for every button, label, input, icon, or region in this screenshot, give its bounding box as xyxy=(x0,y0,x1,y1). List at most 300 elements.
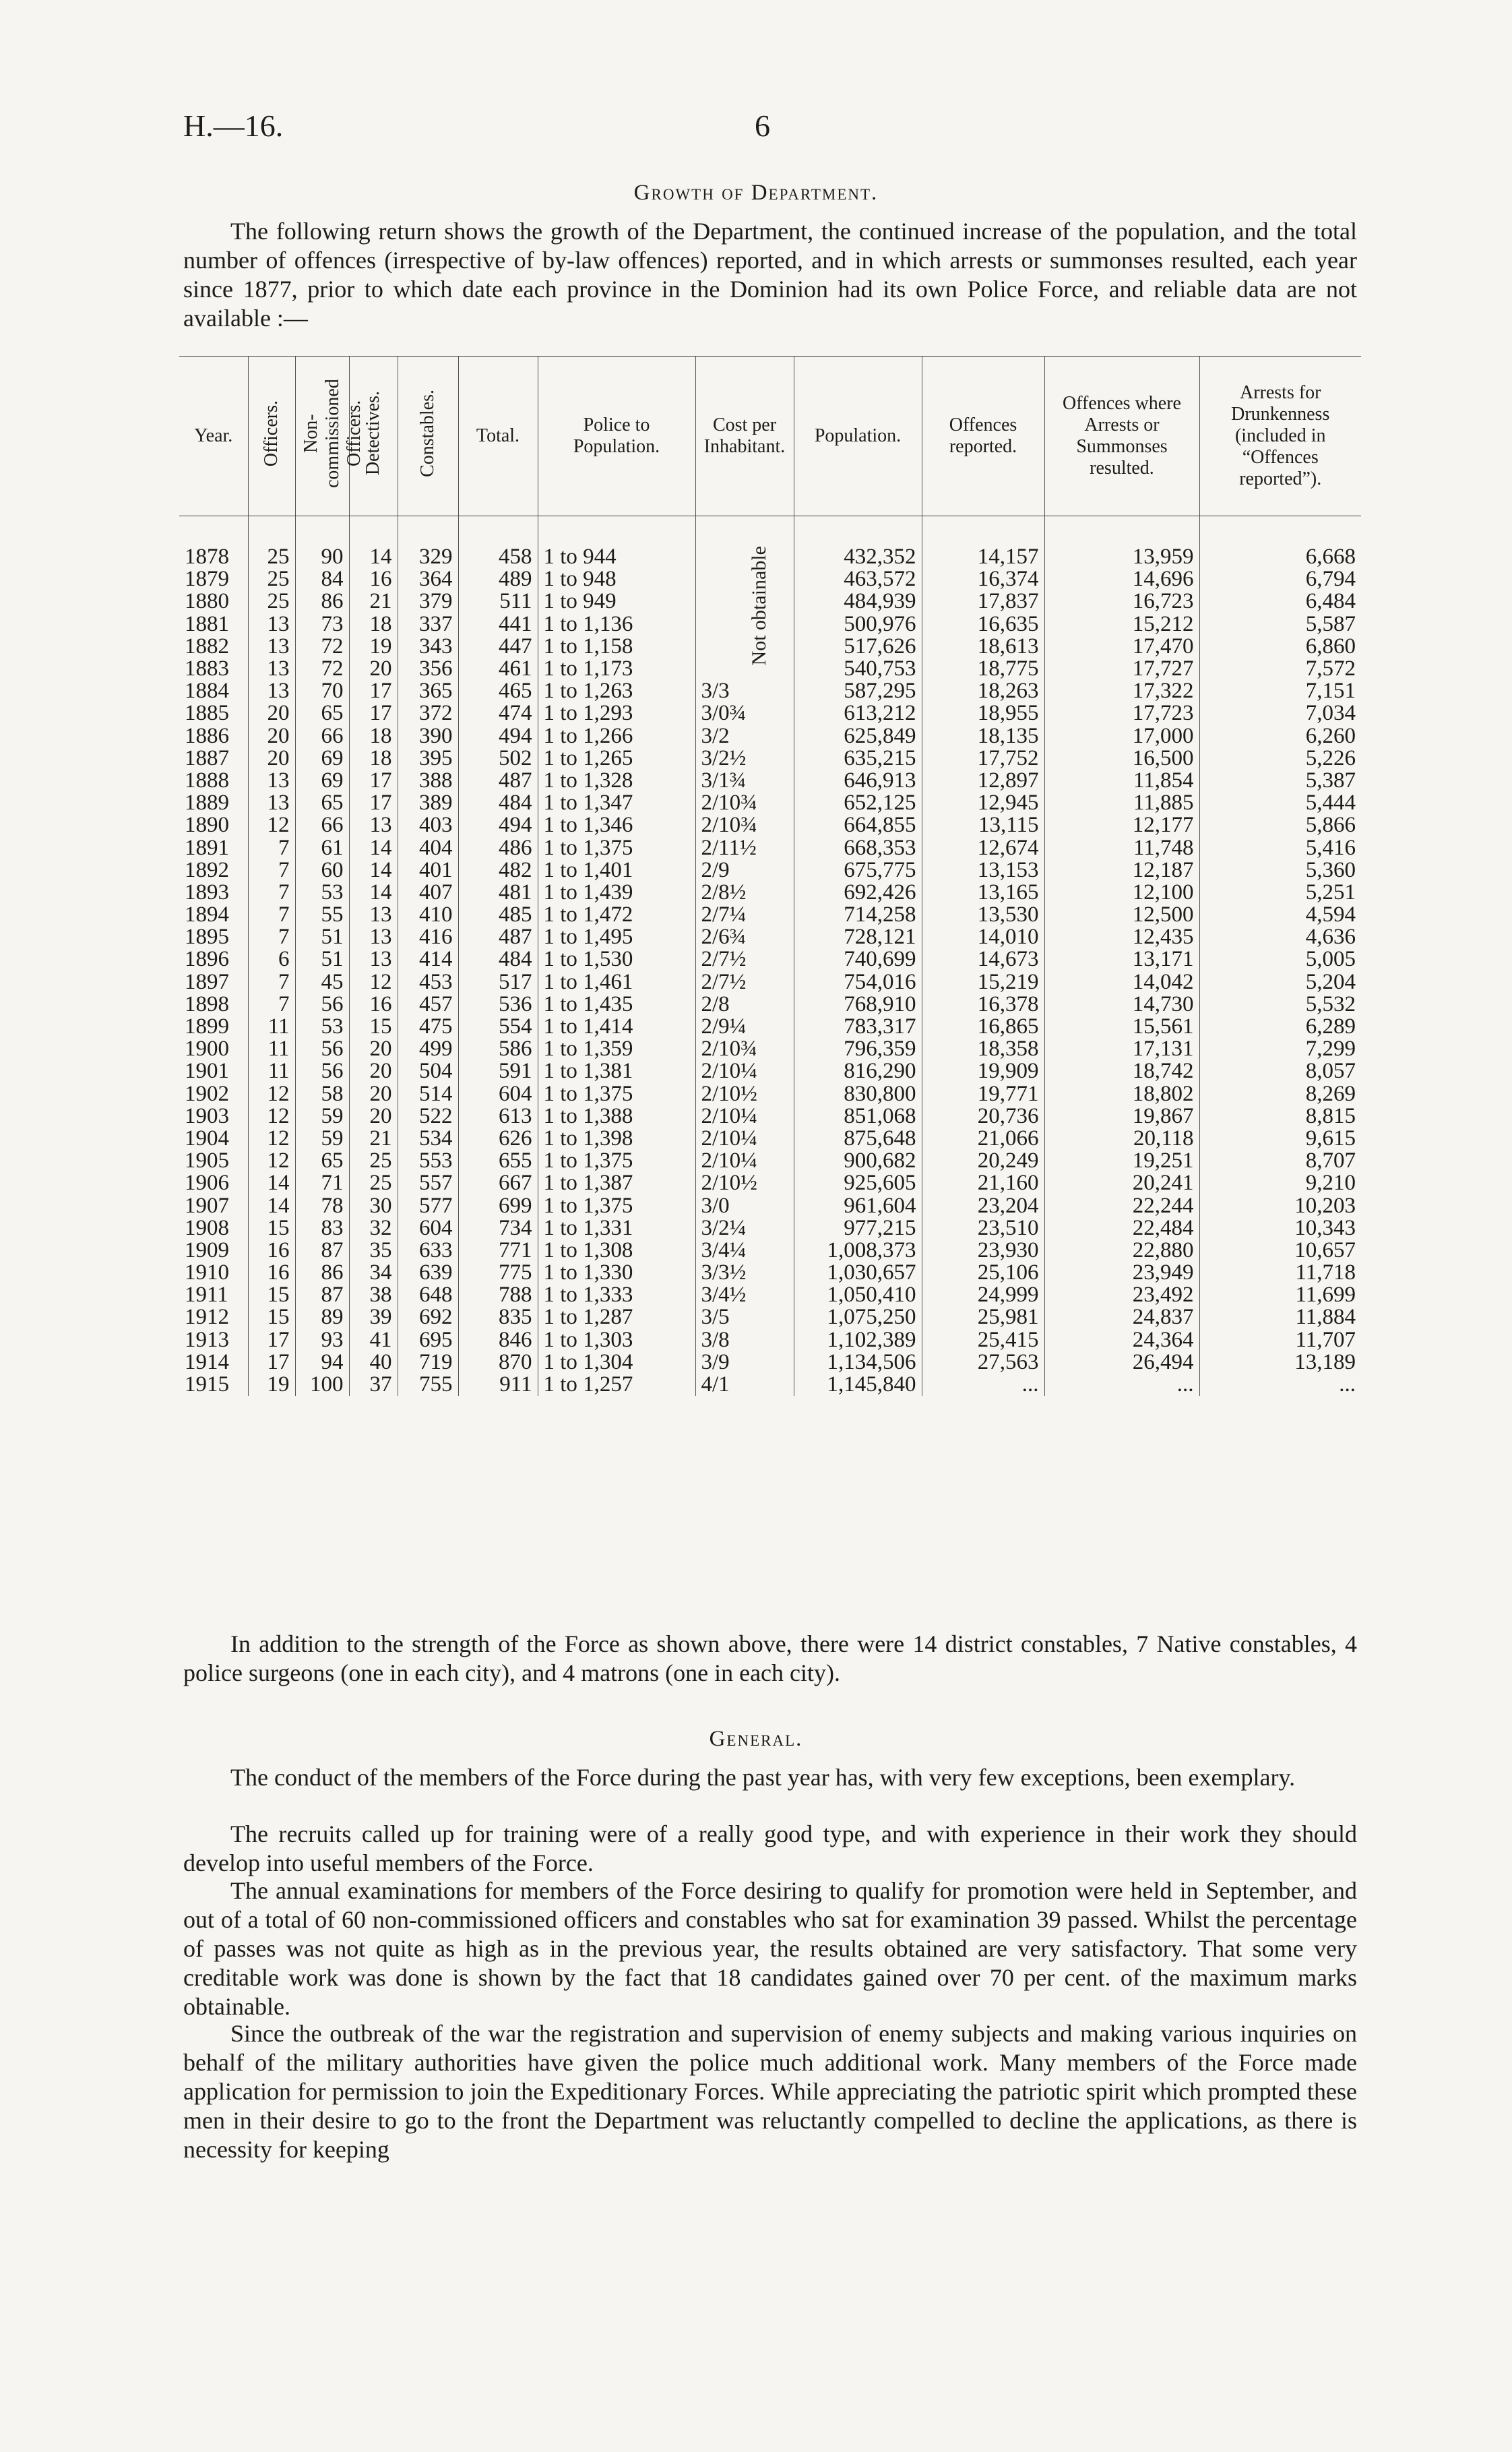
cell-population: 925,605 xyxy=(794,1172,922,1194)
section-title-growth: Growth of Department. xyxy=(633,181,879,205)
cell-nco: 86 xyxy=(295,590,349,613)
cell-drunkenness: 8,057 xyxy=(1199,1060,1361,1082)
cell-police-ratio: 1 to 1,375 xyxy=(538,836,695,859)
cell-nco: 100 xyxy=(295,1374,349,1396)
cell-police-ratio: 1 to 1,388 xyxy=(538,1105,695,1128)
table-row xyxy=(179,1284,1361,1306)
col-officers: Officers. xyxy=(248,357,295,516)
cell-year: 1905 xyxy=(185,1148,229,1173)
cell-officers: 7 xyxy=(248,836,295,859)
cell-year: 1912 xyxy=(185,1305,229,1330)
cell-cost: 2/10¼ xyxy=(695,1150,794,1172)
cell-constables: 453 xyxy=(398,971,458,993)
cell-offences: 14,673 xyxy=(922,948,1044,971)
cell-officers: 13 xyxy=(248,636,295,658)
growth-table xyxy=(179,356,1361,1396)
cell-officers: 11 xyxy=(248,1060,295,1082)
cell-year: 1900 xyxy=(185,1037,229,1062)
cell-total: 734 xyxy=(458,1217,538,1239)
cell-offences: 18,135 xyxy=(922,725,1044,747)
cell-police-ratio: 1 to 1,375 xyxy=(538,1150,695,1172)
cell-arrests: 20,241 xyxy=(1044,1172,1199,1194)
cell-officers: 25 xyxy=(248,516,295,569)
cell-police-ratio: 1 to 1,359 xyxy=(538,1038,695,1060)
cell-police-ratio: 1 to 1,387 xyxy=(538,1172,695,1194)
cell-year: 1882 xyxy=(185,634,229,658)
cell-arrests: 22,484 xyxy=(1044,1217,1199,1239)
cell-population: 754,016 xyxy=(794,971,922,993)
cell-detectives: 21 xyxy=(349,1128,398,1150)
cell-year: 1888 xyxy=(185,768,229,793)
cell-population: 613,212 xyxy=(794,702,922,725)
cell-offences: 27,563 xyxy=(922,1351,1044,1374)
cell-drunkenness: 8,815 xyxy=(1199,1105,1361,1128)
cell-detectives: 34 xyxy=(349,1262,398,1284)
cell-police-ratio: 1 to 1,461 xyxy=(538,971,695,993)
cell-drunkenness: 5,587 xyxy=(1199,613,1361,636)
cell-offences: 19,909 xyxy=(922,1060,1044,1082)
cell-population: 664,855 xyxy=(794,814,922,836)
intro-text: The following return shows the growth of the Department, the continued increase of the population, and the total number of offences (irrespective of by-law offences) reported, and in which arrests or summonses resulted, each year since 1877, prior to which date each province in the Dominion had its own Police Force, and reliable data are not available :— xyxy=(183,218,1357,332)
cell-arrests: ... xyxy=(1044,1374,1199,1396)
cell-detectives: 18 xyxy=(349,747,398,770)
cell-arrests: 15,561 xyxy=(1044,1016,1199,1038)
cell-police-ratio: 1 to 1,347 xyxy=(538,792,695,814)
table-row xyxy=(179,904,1361,926)
cell-constables: 719 xyxy=(398,1351,458,1374)
cell-drunkenness: 5,226 xyxy=(1199,747,1361,770)
cell-drunkenness: 8,707 xyxy=(1199,1150,1361,1172)
cell-year: 1898 xyxy=(185,991,229,1016)
cell-nco: 90 xyxy=(295,516,349,569)
col-year: Year. xyxy=(179,357,248,516)
cell-drunkenness: 13,189 xyxy=(1199,1351,1361,1374)
cell-detectives: 20 xyxy=(349,1060,398,1082)
cell-police-ratio: 1 to 1,266 xyxy=(538,725,695,747)
cell-nco: 69 xyxy=(295,770,349,792)
cell-population: 675,775 xyxy=(794,859,922,882)
cell-detectives: 15 xyxy=(349,1016,398,1038)
cell-arrests: 20,118 xyxy=(1044,1128,1199,1150)
cell-cost: 2/7¼ xyxy=(695,904,794,926)
cell-detectives: 20 xyxy=(349,1105,398,1128)
cell-arrests: 12,187 xyxy=(1044,859,1199,882)
cell-year: 1913 xyxy=(185,1327,229,1352)
cell-year: 1904 xyxy=(185,1126,229,1151)
cell-cost: 2/6¾ xyxy=(695,926,794,948)
table-row xyxy=(179,792,1361,814)
cell-nco: 56 xyxy=(295,1060,349,1082)
col-cost-per-inhabitant: Cost per Inhabitant. xyxy=(695,357,794,516)
cell-constables: 695 xyxy=(398,1329,458,1351)
cell-officers: 12 xyxy=(248,1083,295,1105)
cell-total: 554 xyxy=(458,1016,538,1038)
cell-constables: 389 xyxy=(398,792,458,814)
cell-drunkenness: 7,299 xyxy=(1199,1038,1361,1060)
cell-year: 1903 xyxy=(185,1103,229,1128)
cell-nco: 60 xyxy=(295,859,349,882)
cell-detectives: 13 xyxy=(349,814,398,836)
table-row xyxy=(179,1150,1361,1172)
cell-constables: 457 xyxy=(398,993,458,1016)
cell-cost: 2/8 xyxy=(695,993,794,1016)
table-row xyxy=(179,770,1361,792)
cell-police-ratio: 1 to 949 xyxy=(538,590,695,613)
cell-officers: 13 xyxy=(248,613,295,636)
cell-population: 1,145,840 xyxy=(794,1374,922,1396)
cell-population: 1,050,410 xyxy=(794,1284,922,1306)
cell-arrests: 17,723 xyxy=(1044,702,1199,725)
cell-police-ratio: 1 to 1,495 xyxy=(538,926,695,948)
cell-officers: 7 xyxy=(248,882,295,904)
table-row xyxy=(179,1262,1361,1284)
cell-drunkenness: 6,860 xyxy=(1199,636,1361,658)
cell-population: 783,317 xyxy=(794,1016,922,1038)
cell-offences: 23,510 xyxy=(922,1217,1044,1239)
cell-nco: 59 xyxy=(295,1105,349,1128)
cell-cost: 2/10¾ xyxy=(695,1038,794,1060)
cell-drunkenness: 10,657 xyxy=(1199,1239,1361,1262)
cell-arrests: 15,212 xyxy=(1044,613,1199,636)
col-total: Total. xyxy=(458,357,538,516)
cell-arrests: 14,696 xyxy=(1044,568,1199,590)
cell-constables: 395 xyxy=(398,747,458,770)
addition-text: In addition to the strength of the Force as shown above, there were 14 district constables, 7 Native constables, 4 police surgeons (one in each city), and 4 matrons (one in each city). xyxy=(183,1630,1357,1686)
cell-drunkenness: 5,387 xyxy=(1199,770,1361,792)
cell-nco: 72 xyxy=(295,636,349,658)
cell-total: 465 xyxy=(458,680,538,702)
cell-detectives: 35 xyxy=(349,1239,398,1262)
cell-drunkenness: 5,444 xyxy=(1199,792,1361,814)
cell-detectives: 14 xyxy=(349,516,398,569)
cell-police-ratio: 1 to 1,375 xyxy=(538,1194,695,1217)
cell-total: 613 xyxy=(458,1105,538,1128)
col-drunkenness: Arrests for Drunkenness (included in “Offences reported”). xyxy=(1199,357,1361,516)
cell-population: 768,910 xyxy=(794,993,922,1016)
cell-nco: 51 xyxy=(295,948,349,971)
table-row xyxy=(179,702,1361,725)
cell-cost: 2/10¼ xyxy=(695,1105,794,1128)
section-title-general: General. xyxy=(709,1727,803,1751)
table-row xyxy=(179,926,1361,948)
cell-police-ratio: 1 to 1,398 xyxy=(538,1128,695,1150)
cell-constables: 692 xyxy=(398,1306,458,1328)
cell-arrests: 11,748 xyxy=(1044,836,1199,859)
cell-officers: 17 xyxy=(248,1351,295,1374)
table-row xyxy=(179,1038,1361,1060)
cell-officers: 12 xyxy=(248,814,295,836)
cell-total: 487 xyxy=(458,770,538,792)
cell-officers: 12 xyxy=(248,1150,295,1172)
cell-total: 835 xyxy=(458,1306,538,1328)
table-row xyxy=(179,1083,1361,1105)
cell-population: 652,125 xyxy=(794,792,922,814)
cell-officers: 16 xyxy=(248,1262,295,1284)
cell-cost: 3/2 xyxy=(695,725,794,747)
cell-year: 1883 xyxy=(185,656,229,681)
cell-offences: 20,736 xyxy=(922,1105,1044,1128)
cell-drunkenness: ... xyxy=(1199,1374,1361,1396)
cell-constables: 337 xyxy=(398,613,458,636)
table-row xyxy=(179,1239,1361,1262)
cell-officers: 15 xyxy=(248,1284,295,1306)
cell-constables: 648 xyxy=(398,1284,458,1306)
cell-total: 511 xyxy=(458,590,538,613)
cell-year: 1915 xyxy=(185,1372,229,1397)
cell-drunkenness: 7,572 xyxy=(1199,658,1361,680)
cell-total: 586 xyxy=(458,1038,538,1060)
cell-offences: 14,157 xyxy=(922,516,1044,569)
general-text-4: Since the outbreak of the war the registration and supervision of enemy subjects and making various inquiries on behalf of the military authorities have given the police much additional work. Many members of the Force made application for permission to join the Expeditionary Forces. While appreciating the patriotic spirit which prompted these men in their desire to go to the front the Department was reluctantly compelled to decline the applications, as there is necessity for keeping xyxy=(183,2020,1357,2163)
cell-nco: 70 xyxy=(295,680,349,702)
cell-offences: 16,374 xyxy=(922,568,1044,590)
cell-drunkenness: 9,615 xyxy=(1199,1128,1361,1150)
cell-police-ratio: 1 to 1,375 xyxy=(538,1083,695,1105)
cell-total: 655 xyxy=(458,1150,538,1172)
cell-cost: 2/10½ xyxy=(695,1172,794,1194)
intro-paragraph xyxy=(183,217,1357,333)
cell-population: 463,572 xyxy=(794,568,922,590)
cell-police-ratio: 1 to 1,136 xyxy=(538,613,695,636)
cell-officers: 14 xyxy=(248,1194,295,1217)
cell-nco: 65 xyxy=(295,1150,349,1172)
cell-drunkenness: 5,532 xyxy=(1199,993,1361,1016)
cell-nco: 56 xyxy=(295,993,349,1016)
cell-year: 1887 xyxy=(185,745,229,770)
cell-cost: 2/11½ xyxy=(695,836,794,859)
not-obtainable-text: Not obtainable xyxy=(748,546,770,666)
cell-nco: 69 xyxy=(295,747,349,770)
cell-officers: 7 xyxy=(248,971,295,993)
table-row xyxy=(179,814,1361,836)
cell-constables: 414 xyxy=(398,948,458,971)
cell-constables: 379 xyxy=(398,590,458,613)
cell-total: 458 xyxy=(458,516,538,569)
cell-cost: 3/0¾ xyxy=(695,702,794,725)
cell-officers: 12 xyxy=(248,1105,295,1128)
cell-detectives: 38 xyxy=(349,1284,398,1306)
cell-nco: 53 xyxy=(295,1016,349,1038)
cell-nco: 65 xyxy=(295,792,349,814)
cell-police-ratio: 1 to 1,328 xyxy=(538,770,695,792)
cell-offences: 12,674 xyxy=(922,836,1044,859)
cell-officers: 6 xyxy=(248,948,295,971)
cell-arrests: 12,435 xyxy=(1044,926,1199,948)
cell-population: 625,849 xyxy=(794,725,922,747)
cell-constables: 553 xyxy=(398,1150,458,1172)
cell-offences: 23,930 xyxy=(922,1239,1044,1262)
cell-year: 1899 xyxy=(185,1014,229,1039)
cell-officers: 25 xyxy=(248,568,295,590)
cell-detectives: 20 xyxy=(349,1083,398,1105)
cell-offences: ... xyxy=(922,1374,1044,1396)
cell-offences: 17,837 xyxy=(922,590,1044,613)
cell-officers: 15 xyxy=(248,1306,295,1328)
cell-police-ratio: 1 to 1,330 xyxy=(538,1262,695,1284)
cell-cost: 2/10¼ xyxy=(695,1060,794,1082)
cell-police-ratio: 1 to 1,173 xyxy=(538,658,695,680)
cell-total: 699 xyxy=(458,1194,538,1217)
page-reference: H.—16. xyxy=(183,109,284,143)
cell-year: 1907 xyxy=(185,1193,229,1218)
cell-population: 1,134,506 xyxy=(794,1351,922,1374)
cell-year: 1892 xyxy=(185,857,229,882)
cell-total: 474 xyxy=(458,702,538,725)
cell-detectives: 37 xyxy=(349,1374,398,1396)
cell-drunkenness: 4,636 xyxy=(1199,926,1361,948)
cell-nco: 55 xyxy=(295,904,349,926)
cell-population: 587,295 xyxy=(794,680,922,702)
cell-total: 494 xyxy=(458,814,538,836)
cell-detectives: 16 xyxy=(349,568,398,590)
general-paragraph-1 xyxy=(183,1763,1357,1792)
cell-offences: 12,897 xyxy=(922,770,1044,792)
cell-nco: 78 xyxy=(295,1194,349,1217)
cell-offences: 13,115 xyxy=(922,814,1044,836)
cell-arrests: 17,727 xyxy=(1044,658,1199,680)
cell-officers: 19 xyxy=(248,1374,295,1396)
cell-offences: 25,106 xyxy=(922,1262,1044,1284)
cell-constables: 329 xyxy=(398,516,458,569)
cell-nco: 45 xyxy=(295,971,349,993)
cell-drunkenness: 6,794 xyxy=(1199,568,1361,590)
cell-officers: 20 xyxy=(248,702,295,725)
cell-total: 489 xyxy=(458,568,538,590)
cell-offences: 18,775 xyxy=(922,658,1044,680)
cell-constables: 404 xyxy=(398,836,458,859)
cell-cost: 3/5 xyxy=(695,1306,794,1328)
cell-detectives: 19 xyxy=(349,636,398,658)
cell-nco: 58 xyxy=(295,1083,349,1105)
cell-detectives: 13 xyxy=(349,948,398,971)
general-paragraph-3 xyxy=(183,1876,1357,2021)
col-offences-reported: Offences reported. xyxy=(922,357,1044,516)
table-row xyxy=(179,725,1361,747)
cell-officers: 14 xyxy=(248,1172,295,1194)
cell-arrests: 19,251 xyxy=(1044,1150,1199,1172)
cell-officers: 7 xyxy=(248,926,295,948)
cell-arrests: 17,131 xyxy=(1044,1038,1199,1060)
cell-officers: 25 xyxy=(248,590,295,613)
cell-year: 1885 xyxy=(185,701,229,726)
cell-total: 484 xyxy=(458,948,538,971)
cell-year: 1911 xyxy=(185,1283,228,1308)
cell-arrests: 17,000 xyxy=(1044,725,1199,747)
cell-drunkenness: 10,203 xyxy=(1199,1194,1361,1217)
cell-constables: 407 xyxy=(398,882,458,904)
cell-detectives: 17 xyxy=(349,792,398,814)
cell-drunkenness: 6,260 xyxy=(1199,725,1361,747)
cell-officers: 11 xyxy=(248,1038,295,1060)
cell-police-ratio: 1 to 1,414 xyxy=(538,1016,695,1038)
cell-arrests: 17,322 xyxy=(1044,680,1199,702)
cell-year: 1879 xyxy=(185,567,229,592)
cell-year: 1878 xyxy=(185,545,229,570)
cell-total: 484 xyxy=(458,792,538,814)
cell-constables: 475 xyxy=(398,1016,458,1038)
cell-police-ratio: 1 to 1,293 xyxy=(538,702,695,725)
general-text-1: The conduct of the members of the Force during the past year has, with very few exceptions, been exemplary. xyxy=(230,1764,1296,1791)
cell-constables: 372 xyxy=(398,702,458,725)
cell-detectives: 17 xyxy=(349,770,398,792)
cell-total: 502 xyxy=(458,747,538,770)
cell-police-ratio: 1 to 948 xyxy=(538,568,695,590)
cell-offences: 23,204 xyxy=(922,1194,1044,1217)
cell-nco: 73 xyxy=(295,613,349,636)
cell-year: 1914 xyxy=(185,1349,229,1374)
cell-total: 441 xyxy=(458,613,538,636)
cell-police-ratio: 1 to 1,263 xyxy=(538,680,695,702)
cell-detectives: 18 xyxy=(349,725,398,747)
cell-population: 816,290 xyxy=(794,1060,922,1082)
cell-police-ratio: 1 to 1,331 xyxy=(538,1217,695,1239)
cell-drunkenness: 6,484 xyxy=(1199,590,1361,613)
general-text-3: The annual examinations for members of the Force desiring to qualify for promotion were held in September, and out of a total of 60 non-commissioned officers and constables who sat for examination 39 passed. Whilst the percentage of passes was not quite as high as in the previous year, the results obtained are very satisfactory. That some very creditable work was done is shown by the fact that 18 candidates gained over 70 per cent. of the maximum marks obtainable. xyxy=(183,1877,1357,2020)
cell-nco: 72 xyxy=(295,658,349,680)
cell-total: 482 xyxy=(458,859,538,882)
cell-total: 447 xyxy=(458,636,538,658)
cell-offences: 16,378 xyxy=(922,993,1044,1016)
cell-drunkenness: 5,005 xyxy=(1199,948,1361,971)
table-header-row xyxy=(179,357,1361,516)
cell-detectives: 13 xyxy=(349,926,398,948)
cell-cost: 3/0 xyxy=(695,1194,794,1217)
cell-drunkenness: 7,034 xyxy=(1199,702,1361,725)
cell-detectives: 17 xyxy=(349,702,398,725)
cell-cost: 3/3½ xyxy=(695,1262,794,1284)
cell-year: 1906 xyxy=(185,1171,229,1196)
cell-police-ratio: 1 to 1,530 xyxy=(538,948,695,971)
cell-cost: 3/2¼ xyxy=(695,1217,794,1239)
cell-arrests: 23,949 xyxy=(1044,1262,1199,1284)
cell-officers: 12 xyxy=(248,1128,295,1150)
cell-arrests: 18,802 xyxy=(1044,1083,1199,1105)
cell-drunkenness: 5,416 xyxy=(1199,836,1361,859)
cell-year: 1895 xyxy=(185,925,229,950)
cell-officers: 13 xyxy=(248,770,295,792)
cell-arrests: 13,959 xyxy=(1044,516,1199,569)
cell-detectives: 12 xyxy=(349,971,398,993)
cell-total: 870 xyxy=(458,1351,538,1374)
cell-year: 1893 xyxy=(185,880,229,905)
cell-offences: 15,219 xyxy=(922,971,1044,993)
cell-detectives: 16 xyxy=(349,993,398,1016)
cell-drunkenness: 4,594 xyxy=(1199,904,1361,926)
cell-constables: 365 xyxy=(398,680,458,702)
cell-year: 1884 xyxy=(185,679,229,704)
cell-nco: 66 xyxy=(295,814,349,836)
cell-cost: 2/9 xyxy=(695,859,794,882)
table-row xyxy=(179,948,1361,971)
cell-officers: 7 xyxy=(248,993,295,1016)
cell-arrests: 11,885 xyxy=(1044,792,1199,814)
cell-offences: 20,249 xyxy=(922,1150,1044,1172)
cell-nco: 87 xyxy=(295,1284,349,1306)
cell-constables: 604 xyxy=(398,1217,458,1239)
cell-cost: 2/7½ xyxy=(695,948,794,971)
cell-offences: 24,999 xyxy=(922,1284,1044,1306)
cell-constables: 403 xyxy=(398,814,458,836)
table-row xyxy=(179,1351,1361,1374)
cell-constables: 534 xyxy=(398,1128,458,1150)
cell-cost: 4/1 xyxy=(695,1374,794,1396)
cell-police-ratio: 1 to 1,401 xyxy=(538,859,695,882)
cell-offences: 14,010 xyxy=(922,926,1044,948)
cell-nco: 71 xyxy=(295,1172,349,1194)
cell-population: 961,604 xyxy=(794,1194,922,1217)
cell-constables: 755 xyxy=(398,1374,458,1396)
cell-constables: 577 xyxy=(398,1194,458,1217)
